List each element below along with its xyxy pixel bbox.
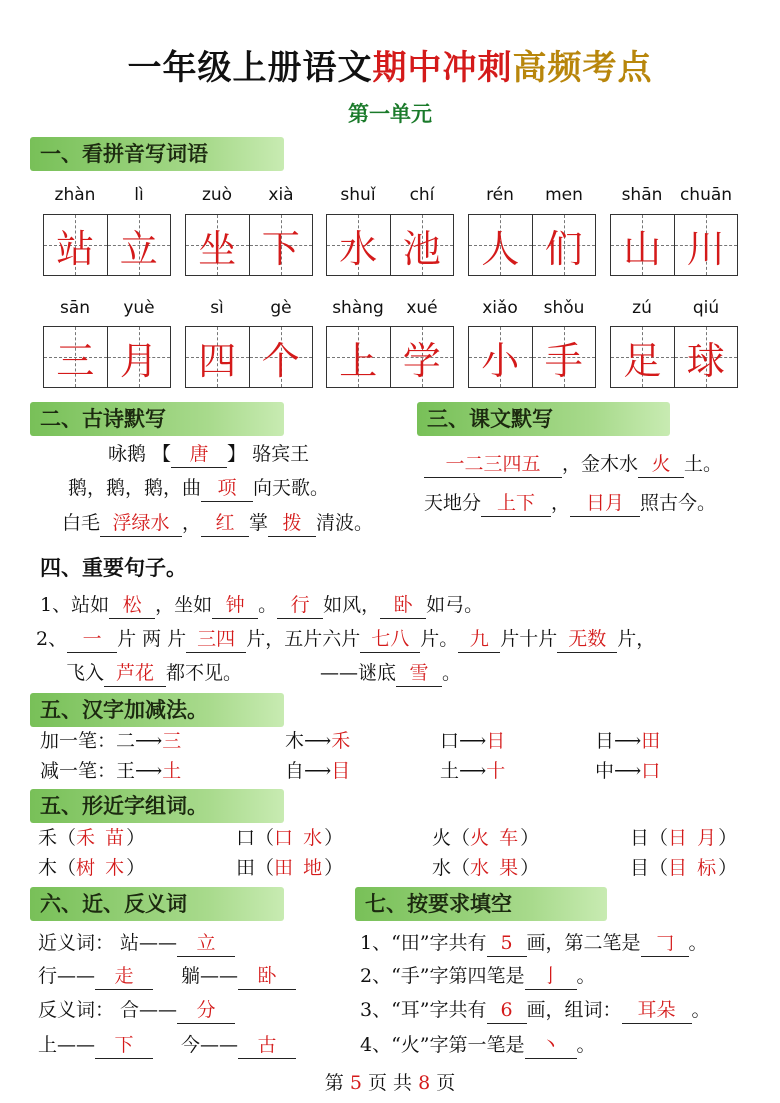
answer: 亅 bbox=[525, 963, 577, 990]
antonym-line-2 bbox=[38, 1032, 296, 1059]
text: 。 bbox=[576, 965, 596, 987]
answer: 下 bbox=[95, 1032, 153, 1059]
answer: 无数 bbox=[557, 626, 617, 653]
pinyin-syllable: xiǎo bbox=[482, 298, 518, 318]
hanzi-answer: 坐 bbox=[198, 226, 237, 271]
text: ， bbox=[182, 512, 202, 534]
sentence-line-3 bbox=[66, 660, 461, 687]
addsub-item bbox=[40, 758, 181, 784]
answer: 拨 bbox=[268, 510, 316, 537]
pinyin-syllable: chuān bbox=[679, 185, 733, 205]
section-3-banner: 三、课文默写 bbox=[417, 402, 670, 436]
section-2-banner: 二、古诗默写 bbox=[30, 402, 284, 436]
pinyin-syllable: xué bbox=[406, 298, 438, 318]
hanzi-answer: 学 bbox=[402, 338, 441, 383]
text: 今—— bbox=[181, 1034, 239, 1056]
text: 。 bbox=[258, 594, 278, 616]
addsub-item bbox=[595, 758, 660, 784]
tianzige-cell bbox=[611, 215, 675, 275]
writing-box bbox=[43, 326, 171, 388]
answer: 树 木 bbox=[76, 857, 127, 879]
paren: （ bbox=[57, 857, 77, 879]
text: 如风， bbox=[323, 594, 381, 616]
paren: ） bbox=[520, 827, 540, 849]
text: 减一笔：王⟶ bbox=[40, 760, 163, 782]
fill-line-2 bbox=[360, 963, 596, 990]
pinyin-syllable: lì bbox=[134, 185, 144, 205]
writing-box bbox=[468, 326, 596, 388]
similar-item bbox=[38, 855, 145, 881]
total-pages: 8 bbox=[418, 1072, 431, 1094]
base-character: 目 bbox=[630, 857, 650, 879]
text: 照古今。 bbox=[640, 492, 717, 514]
addsub-item bbox=[40, 728, 181, 754]
text: 天地分 bbox=[424, 492, 482, 514]
section-6-banner: 六、近、反义词 bbox=[30, 887, 284, 921]
poem-line-1 bbox=[108, 441, 309, 468]
text: 都不见。 bbox=[166, 662, 243, 684]
addsub-item bbox=[440, 758, 505, 784]
title-part-1: 一年级上册语文 bbox=[127, 48, 373, 88]
writing-box bbox=[610, 326, 738, 388]
hanzi-answer: 水 bbox=[339, 226, 378, 271]
answer: 禾 苗 bbox=[76, 827, 127, 849]
base-character: 日 bbox=[630, 827, 650, 849]
paren: （ bbox=[255, 827, 275, 849]
answer: 雪 bbox=[396, 660, 442, 687]
tianzige-cell bbox=[469, 327, 533, 387]
text: 。 bbox=[442, 662, 462, 684]
answer: 行 bbox=[277, 592, 323, 619]
answer: 浮绿水 bbox=[100, 510, 182, 537]
paren: ） bbox=[520, 857, 540, 879]
answer: 松 bbox=[109, 592, 155, 619]
fill-line-1 bbox=[360, 930, 708, 957]
text: ，坐如 bbox=[155, 594, 213, 616]
pinyin-syllable: shǒu bbox=[543, 298, 585, 318]
section-5b-banner: 五、形近字组词。 bbox=[30, 789, 284, 823]
hanzi-answer: 手 bbox=[544, 338, 583, 383]
answer: 目 bbox=[331, 760, 351, 782]
answer: 九 bbox=[458, 626, 500, 653]
paren: （ bbox=[649, 857, 669, 879]
paren: （ bbox=[649, 827, 669, 849]
recite-line-1 bbox=[424, 451, 722, 478]
text: ， bbox=[551, 492, 571, 514]
answer: 卧 bbox=[238, 963, 296, 990]
recite-line-2 bbox=[424, 490, 716, 517]
pinyin-syllable: shàng bbox=[332, 298, 384, 318]
text: 掌 bbox=[249, 512, 269, 534]
pinyin-syllable: gè bbox=[270, 298, 292, 318]
paren: ） bbox=[324, 857, 344, 879]
synonym-line-1 bbox=[38, 930, 235, 957]
similar-item bbox=[236, 825, 343, 851]
answer: 火 bbox=[638, 451, 684, 478]
paren: （ bbox=[451, 857, 471, 879]
answer: 分 bbox=[177, 997, 235, 1024]
poem-line-3 bbox=[62, 510, 373, 537]
answer: 日 bbox=[486, 730, 506, 752]
pinyin-syllable: zhàn bbox=[54, 185, 96, 205]
paren: ） bbox=[126, 827, 146, 849]
answer: 6 bbox=[487, 997, 527, 1024]
text: 行—— bbox=[38, 965, 96, 987]
poem-line-2 bbox=[68, 475, 329, 502]
text: 清波。 bbox=[316, 512, 374, 534]
answer: 耳朵 bbox=[622, 997, 692, 1024]
writing-box bbox=[326, 214, 454, 276]
pinyin-syllable: yuè bbox=[123, 298, 155, 318]
sentence-line-1 bbox=[40, 592, 483, 619]
answer: 芦花 bbox=[104, 660, 166, 687]
text: 鹅，鹅，鹅，曲 bbox=[68, 477, 202, 499]
answer: 田 地 bbox=[274, 857, 325, 879]
answer: 田 bbox=[641, 730, 661, 752]
hanzi-answer: 足 bbox=[623, 338, 662, 383]
answer: 十 bbox=[486, 760, 506, 782]
text: 片十片 bbox=[500, 628, 558, 650]
hanzi-answer: 人 bbox=[481, 226, 520, 271]
text: 1、站如 bbox=[40, 594, 110, 616]
pinyin-syllable: qiú bbox=[692, 298, 720, 318]
similar-item bbox=[432, 855, 539, 881]
pinyin-syllable: xià bbox=[268, 185, 294, 205]
answer: 三 bbox=[162, 730, 182, 752]
text: 近义词： 站—— bbox=[38, 932, 178, 954]
hanzi-answer: 站 bbox=[56, 226, 95, 271]
text: 页 共 bbox=[367, 1072, 413, 1094]
paren: （ bbox=[255, 857, 275, 879]
answer: 火 车 bbox=[470, 827, 521, 849]
page-title bbox=[0, 40, 780, 89]
text: 片， bbox=[617, 628, 656, 650]
similar-item bbox=[38, 825, 145, 851]
writing-box bbox=[326, 326, 454, 388]
writing-box bbox=[610, 214, 738, 276]
hanzi-answer: 立 bbox=[119, 226, 158, 271]
text: 土。 bbox=[684, 453, 723, 475]
similar-item bbox=[236, 855, 343, 881]
text: 片 两 片 bbox=[117, 628, 187, 650]
base-character: 木 bbox=[38, 857, 58, 879]
hanzi-answer: 小 bbox=[481, 338, 520, 383]
text: 2、“手”字第四笔是 bbox=[360, 965, 525, 987]
section-5a-banner: 五、汉字加减法。 bbox=[30, 693, 284, 727]
paren: ） bbox=[718, 827, 738, 849]
answer: 七八 bbox=[360, 626, 420, 653]
text: 反义词： 合—— bbox=[38, 999, 178, 1021]
text: 画，第二笔是 bbox=[526, 932, 641, 954]
text: 第 bbox=[324, 1072, 344, 1094]
text: ，金木水 bbox=[562, 453, 639, 475]
answer: 走 bbox=[95, 963, 153, 990]
addsub-item bbox=[595, 728, 660, 754]
answer: 立 bbox=[177, 930, 235, 957]
pinyin-syllable: rén bbox=[486, 185, 514, 205]
text: 向天歌。 bbox=[253, 477, 330, 499]
answer: 口 水 bbox=[274, 827, 325, 849]
section-4-heading: 四、重要句子。 bbox=[40, 555, 187, 580]
similar-item bbox=[630, 855, 737, 881]
paren: ） bbox=[718, 857, 738, 879]
base-character: 口 bbox=[236, 827, 256, 849]
answer: 口 bbox=[641, 760, 661, 782]
answer: 上下 bbox=[481, 490, 551, 517]
answer: 禾 bbox=[331, 730, 351, 752]
answer: 𠃌 bbox=[641, 930, 689, 957]
answer: 钟 bbox=[212, 592, 258, 619]
paren: （ bbox=[451, 827, 471, 849]
base-character: 禾 bbox=[38, 827, 58, 849]
tianzige-cell bbox=[108, 215, 171, 275]
writing-box bbox=[468, 214, 596, 276]
text: 日⟶ bbox=[595, 730, 642, 752]
text: 。 bbox=[691, 999, 711, 1021]
tianzige-cell bbox=[675, 215, 738, 275]
pinyin-syllable: men bbox=[545, 185, 583, 205]
answer: 水 果 bbox=[470, 857, 521, 879]
tianzige-cell bbox=[250, 215, 313, 275]
title-part-2: 期中冲刺 bbox=[372, 48, 513, 88]
pinyin-syllable: sì bbox=[210, 298, 224, 318]
hanzi-answer: 下 bbox=[261, 226, 300, 271]
text: 页 bbox=[436, 1072, 456, 1094]
answer: 古 bbox=[238, 1032, 296, 1059]
paren: ） bbox=[126, 857, 146, 879]
answer: 项 bbox=[201, 475, 253, 502]
hanzi-answer: 四 bbox=[198, 338, 237, 383]
answer: 目 标 bbox=[668, 857, 719, 879]
fill-line-3 bbox=[360, 997, 711, 1024]
paren: （ bbox=[57, 827, 77, 849]
addsub-item bbox=[440, 728, 505, 754]
answer: 卧 bbox=[380, 592, 426, 619]
hanzi-answer: 月 bbox=[119, 338, 158, 383]
tianzige-cell bbox=[391, 327, 454, 387]
answer: 日月 bbox=[570, 490, 640, 517]
answer: 5 bbox=[487, 930, 527, 957]
text: 土⟶ bbox=[440, 760, 487, 782]
hanzi-answer: 上 bbox=[339, 338, 378, 383]
pinyin-syllable: zú bbox=[632, 298, 652, 318]
tianzige-cell bbox=[327, 327, 391, 387]
hanzi-answer: 个 bbox=[261, 338, 300, 383]
synonym-line-2 bbox=[38, 963, 296, 990]
pinyin-syllable: sān bbox=[59, 298, 91, 318]
text: 2、 bbox=[36, 628, 68, 650]
addsub-item bbox=[285, 728, 350, 754]
tianzige-cell bbox=[186, 215, 250, 275]
section-1-banner: 一、看拼音写词语 bbox=[30, 137, 284, 171]
text: 4、“火”字第一笔是 bbox=[360, 1034, 525, 1056]
answer: 日 月 bbox=[668, 827, 719, 849]
base-character: 田 bbox=[236, 857, 256, 879]
text: 。 bbox=[688, 932, 708, 954]
text: 】 骆宾王 bbox=[227, 443, 310, 465]
tianzige-cell bbox=[44, 327, 108, 387]
unit-heading: 第一单元 bbox=[348, 101, 432, 126]
answer: 丶 bbox=[525, 1032, 577, 1059]
text: 口⟶ bbox=[440, 730, 487, 752]
answer: 红 bbox=[201, 510, 249, 537]
pinyin-syllable: shān bbox=[621, 185, 663, 205]
similar-item bbox=[432, 825, 539, 851]
text: 如弓。 bbox=[426, 594, 484, 616]
base-character: 火 bbox=[432, 827, 452, 849]
text: 咏鹅 【 bbox=[108, 443, 172, 465]
answer: 一二三四五 bbox=[424, 451, 562, 478]
base-character: 水 bbox=[432, 857, 452, 879]
tianzige-cell bbox=[327, 215, 391, 275]
pinyin-syllable: chí bbox=[409, 185, 435, 205]
hanzi-answer: 球 bbox=[686, 338, 725, 383]
text: 飞入 bbox=[66, 662, 105, 684]
pinyin-syllable: shuǐ bbox=[340, 185, 376, 205]
tianzige-cell bbox=[186, 327, 250, 387]
tianzige-cell bbox=[469, 215, 533, 275]
answer: 唐 bbox=[171, 441, 227, 468]
hanzi-answer: 池 bbox=[402, 226, 441, 271]
antonym-line-1 bbox=[38, 997, 235, 1024]
answer: 一 bbox=[67, 626, 117, 653]
hanzi-answer: 们 bbox=[544, 226, 583, 271]
tianzige-cell bbox=[44, 215, 108, 275]
text: 画，组词： bbox=[526, 999, 622, 1021]
hanzi-answer: 三 bbox=[56, 338, 95, 383]
text: 片，五片六片 bbox=[246, 628, 361, 650]
tianzige-cell bbox=[533, 327, 596, 387]
text: 片。 bbox=[420, 628, 459, 650]
tianzige-cell bbox=[533, 215, 596, 275]
similar-item bbox=[630, 825, 737, 851]
pinyin-syllable: zuò bbox=[201, 185, 233, 205]
text: 躺—— bbox=[181, 965, 239, 987]
text: 中⟶ bbox=[595, 760, 642, 782]
tianzige-cell bbox=[391, 215, 454, 275]
tianzige-cell bbox=[108, 327, 171, 387]
text: 自⟶ bbox=[285, 760, 332, 782]
text: 白毛 bbox=[62, 512, 101, 534]
writing-box bbox=[43, 214, 171, 276]
addsub-item bbox=[285, 758, 350, 784]
answer: 三四 bbox=[186, 626, 246, 653]
text: 木⟶ bbox=[285, 730, 332, 752]
text: 1、“田”字共有 bbox=[360, 932, 487, 954]
tianzige-cell bbox=[611, 327, 675, 387]
hanzi-answer: 山 bbox=[623, 226, 662, 271]
fill-line-4 bbox=[360, 1032, 596, 1059]
writing-box bbox=[185, 214, 313, 276]
text: 3、“耳”字共有 bbox=[360, 999, 487, 1021]
tianzige-cell bbox=[675, 327, 738, 387]
text: ——谜底 bbox=[320, 662, 397, 684]
hanzi-answer: 川 bbox=[686, 226, 725, 271]
text: 。 bbox=[576, 1034, 596, 1056]
paren: ） bbox=[324, 827, 344, 849]
tianzige-cell bbox=[250, 327, 313, 387]
text: 上—— bbox=[38, 1034, 96, 1056]
page-footer bbox=[0, 1068, 780, 1095]
sentence-line-2 bbox=[36, 626, 655, 653]
title-part-3: 高频考点 bbox=[512, 48, 653, 88]
text: 加一笔：二⟶ bbox=[40, 730, 163, 752]
page-number: 5 bbox=[349, 1072, 362, 1094]
answer: 土 bbox=[162, 760, 182, 782]
section-7-banner: 七、按要求填空 bbox=[355, 887, 607, 921]
writing-box bbox=[185, 326, 313, 388]
